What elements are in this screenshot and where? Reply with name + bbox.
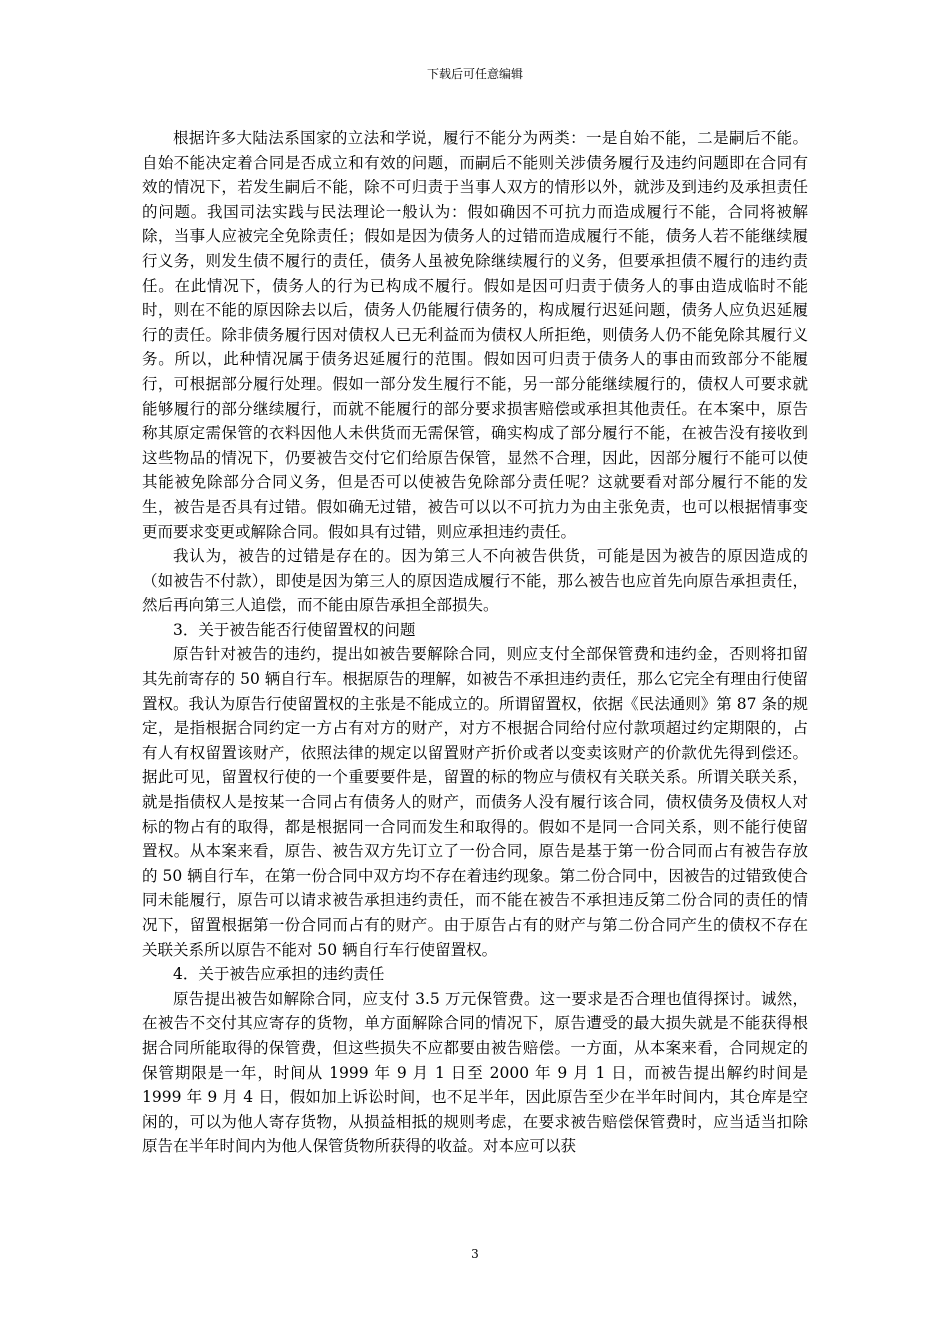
paragraph: 我认为，被告的过错是存在的。因为第三人不向被告供货，可能是因为被告的原因造成的（如被告不付款），即使是因为第三人的原因造成履行不能，那么被告也应首先向原告承担责任，然后再向第三人追偿，而不能由原告承担全部损失。 bbox=[142, 547, 808, 615]
paragraph: 原告提出被告如解除合同，应支付 3.5 万元保管费。这一要求是否合理也值得探讨。诚然，在被告不交付其应寄存的货物，单方面解除合同的情况下，原告遭受的最大损失就是不能获得根据合同所能取得的保管费，但这些损失不应都要由被告赔偿。一方面，从本案来看，合同规定的保管期限是一年，时间从 1999 年 9 月 1 日至 2000 年 9 月 1 日，而被告提出解约时间是 1999 年 9 月 4 日，假如加上诉讼时间，也不足半年，因此原告至少在半年时间内，其仓库是空闲的，可以为他人寄存货物，从损益相抵的规则考虑，在要求被告赔偿保管费时，应当适当扣除原告在半年时间内为他人保管货物所获得的收益。对本应可以获 bbox=[142, 989, 808, 1156]
page-header: 下载后可任意编辑 bbox=[426, 67, 523, 81]
section-heading: 3．关于被告能否行使留置权的问题 bbox=[173, 620, 416, 639]
page-number: 3 bbox=[471, 1247, 479, 1261]
document-body bbox=[142, 126, 808, 1159]
paragraph: 原告针对被告的违约，提出如被告要解除合同，则应支付全部保管费和违约金，否则将扣留其先前寄存的 50 辆自行车。根据原告的理解，如被告不承担违约责任，那么它完全有理由行使留置权。我认为原告行使留置权的主张是不能成立的。所谓留置权，依据《民法通则》第 87 条的规定，是指根据合同约定一方占有对方的财产，对方不根据合同给付应付款项超过约定期限的，占有人有权留置该财产，依照法律的规定以留置财产折价或者以变卖该财产的价款优先得到偿还。据此可见，留置权行使的一个重要要件是，留置的标的物应与债权有关联关系。所谓关联关系，就是指债权人是按某一合同占有债务人的财产，而债务人没有履行该合同，债权债务及债权人对标的物占有的取得，都是根据同一合同而发生和取得的。假如不是同一合同关系，则不能行使留置权。从本案来看，原告、被告双方先订立了一份合同，原告是基于第一份合同而占有被告存放的 50 辆自行车，在第一份合同中双方均不存在着违约现象。第二份合同中，因被告的过错致使合同未能履行，原告可以请求被告承担违约责任，而不能在被告不承担违反第二份合同的责任的情况下，留置根据第一份合同而占有的财产。由于原告占有的财产与第二份合同产生的债权不存在关联关系所以原告不能对 50 辆自行车行使留置权。 bbox=[142, 645, 808, 959]
section-heading: 4．关于被告应承担的违约责任 bbox=[173, 965, 385, 984]
paragraph: 根据许多大陆法系国家的立法和学说，履行不能分为两类：一是自始不能，二是嗣后不能。自始不能决定着合同是否成立和有效的问题，而嗣后不能则关涉债务履行及违约问题即在合同有效的情况下，若发生嗣后不能，除不可归责于当事人双方的情形以外，就涉及到违约及承担责任的问题。我国司法实践与民法理论一般认为：假如确因不可抗力而造成履行不能，合同将被解除，当事人应被完全免除责任；假如是因为债务人的过错而造成履行不能，债务人若不能继续履行义务，则发生债不履行的责任，债务人虽被免除继续履行的义务，但要承担债不履行的违约责任。在此情况下，债务人的行为已构成不履行。假如是因可归责于债务人的事由造成临时不能时，则在不能的原因除去以后，债务人仍能履行债务的，构成履行迟延问题，债务人应负迟延履行的责任。除非债务履行因对债权人已无利益而为债权人所拒绝，则债务人仍不能免除其履行义务。所以，此种情况属于债务迟延履行的范围。假如因可归责于债务人的事由而致部分不能履行，可根据部分履行处理。假如一部分发生履行不能，另一部分能继续履行的，债权人可要求就能够履行的部分继续履行，而就不能履行的部分要求损害赔偿或承担其他责任。在本案中，原告称其原定需保管的衣料因他人未供货而无需保管，确实构成了部分履行不能，在被告没有接收到这些物品的情况下，仍要被告交付它们给原告保管，显然不合理，因此，因部分履行不能可以使其能被免除部分合同义务，但是否可以使被告免除部分责任呢？这就要看对部分履行不能的发生，被告是否具有过错。假如确无过错，被告可以以不可抗力为由主张免责，也可以根据情事变更而要求变更或解除合同。假如具有过错，则应承担违约责任。 bbox=[142, 129, 808, 541]
